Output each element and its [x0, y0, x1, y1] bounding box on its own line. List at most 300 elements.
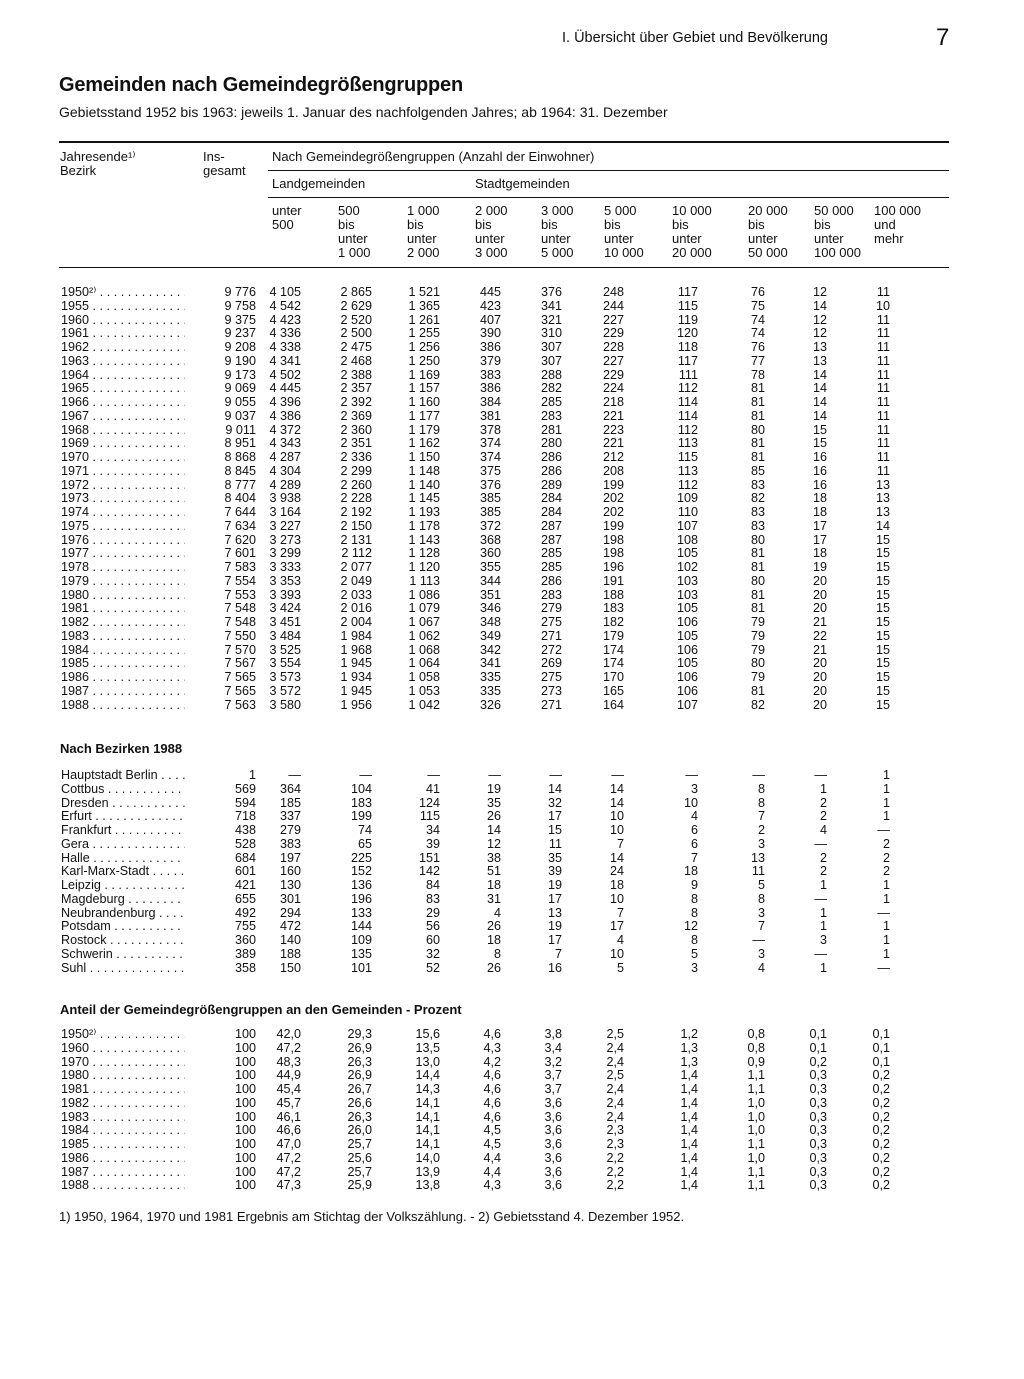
- year-row: [0, 534, 1000, 548]
- year-row: [0, 410, 1000, 424]
- row-label: 1974 . . .: [61, 506, 185, 520]
- cell: 0,1: [809, 1027, 827, 1041]
- cell: 12: [812, 326, 827, 341]
- cell: 381: [479, 408, 501, 423]
- cell: 3 451: [269, 615, 301, 629]
- cell: 11: [876, 340, 890, 354]
- cell: 151: [418, 850, 440, 865]
- cell: 11: [876, 395, 890, 409]
- row-label: 1987 . . .: [61, 1166, 185, 1180]
- cell: 78: [750, 367, 765, 382]
- row-label: 1969 . . .: [61, 437, 185, 451]
- cell: 229: [602, 326, 624, 341]
- cell: 335: [479, 670, 501, 684]
- cell: 114: [677, 395, 698, 409]
- bezirk-row: [0, 962, 1000, 976]
- cell: 10: [875, 298, 890, 313]
- bezirk-row: [0, 797, 1000, 811]
- cell: 1 157: [408, 381, 440, 396]
- cell: 2,4: [606, 1054, 624, 1069]
- cell: 7: [690, 850, 698, 865]
- cell: 174: [602, 642, 624, 657]
- cell: 106: [676, 615, 698, 629]
- cell: 20: [812, 697, 827, 712]
- row-label: Frankfurt . . .: [61, 824, 185, 838]
- cell: 4 289: [269, 477, 301, 492]
- cell: 11: [876, 285, 890, 299]
- cell: 0,2: [872, 1150, 890, 1165]
- cell: 307: [540, 353, 562, 368]
- cell: 25,6: [347, 1150, 372, 1165]
- cell: 15: [875, 656, 890, 671]
- cell: 115: [677, 298, 698, 313]
- cell: 48,3: [276, 1054, 301, 1069]
- cell: 35: [486, 795, 501, 810]
- cell: 11: [876, 422, 890, 437]
- cell: 112: [677, 422, 698, 437]
- cell: 105: [676, 628, 698, 643]
- row-label: 1968 . . .: [61, 424, 185, 438]
- row-label: 1986 . . .: [61, 671, 185, 685]
- cell: 1: [882, 933, 890, 947]
- cell: 44,9: [276, 1068, 301, 1083]
- cell: 1 064: [408, 656, 440, 671]
- cell: 140: [279, 933, 301, 947]
- cell: 1 178: [408, 518, 440, 533]
- cell: 29: [425, 905, 440, 920]
- cell: 321: [540, 312, 562, 327]
- cell: 4,6: [483, 1109, 501, 1124]
- cell: 3 572: [269, 683, 301, 698]
- cell: 14: [812, 381, 827, 396]
- cell: 38: [486, 850, 501, 865]
- cell: 81: [750, 601, 765, 616]
- cell: 74: [750, 312, 765, 327]
- cell: 16: [812, 463, 827, 478]
- cell: 19: [547, 878, 562, 892]
- cell: 337: [279, 809, 301, 824]
- cell: 100: [234, 1054, 256, 1069]
- cell: 80: [750, 656, 765, 671]
- cell: 100: [234, 1123, 256, 1138]
- cell: 11: [876, 408, 890, 423]
- cell: 4: [616, 933, 624, 947]
- row-label: 1978 . . .: [61, 561, 185, 575]
- cell: 19: [486, 781, 501, 796]
- cell: 4 338: [269, 340, 301, 354]
- cell: 112: [677, 477, 698, 492]
- cell: 3,8: [544, 1027, 562, 1041]
- cell: 19: [547, 919, 562, 934]
- cell: 202: [602, 505, 624, 519]
- percent-row: [0, 1111, 1000, 1125]
- cell: 1,1: [747, 1068, 765, 1083]
- cell: 348: [479, 615, 501, 629]
- cell: 13: [750, 850, 765, 865]
- cell: 2 520: [340, 312, 372, 327]
- cell: 4 304: [269, 463, 301, 478]
- cell: 1,4: [680, 1137, 698, 1151]
- cell: 7: [616, 905, 624, 920]
- cell: 100: [234, 1095, 256, 1110]
- cell: 7 565: [224, 670, 256, 684]
- cell: 18: [812, 505, 827, 519]
- row-label: 1979 . . .: [61, 575, 185, 589]
- cell: 279: [279, 823, 301, 837]
- cell: 196: [602, 560, 624, 574]
- cell: 109: [350, 933, 372, 947]
- cell: 1 042: [408, 697, 440, 712]
- cell: 113: [677, 436, 698, 451]
- cell: 100: [234, 1027, 256, 1041]
- total-header: Ins- gesamt: [203, 149, 246, 178]
- bezirk-row: [0, 865, 1000, 879]
- cell: 5: [757, 878, 765, 892]
- cell: 10: [609, 809, 624, 824]
- cell: 4 396: [269, 395, 301, 409]
- cell: 19: [812, 560, 827, 574]
- cell: 4 542: [269, 298, 301, 313]
- year-row: [0, 369, 1000, 383]
- cell: 8: [493, 946, 501, 961]
- cell: 4: [819, 823, 827, 837]
- cell: 228: [602, 340, 624, 354]
- cell: 4: [757, 960, 765, 975]
- cell: 100: [234, 1109, 256, 1124]
- year-row: [0, 327, 1000, 341]
- cell: 0,3: [809, 1082, 827, 1096]
- cell: 7 548: [224, 601, 256, 616]
- year-row: [0, 520, 1000, 534]
- cell: 379: [479, 353, 501, 368]
- row-label: 1977 . . .: [61, 547, 185, 561]
- cell: 13,0: [415, 1054, 440, 1069]
- cell: 3,6: [544, 1095, 562, 1110]
- cell: 492: [234, 905, 256, 920]
- year-row: [0, 424, 1000, 438]
- cell: 284: [540, 505, 562, 519]
- cell: 198: [602, 532, 624, 547]
- cell: 179: [602, 628, 624, 643]
- cell: 199: [350, 809, 372, 824]
- cell: 310: [540, 326, 562, 341]
- cell: 20: [812, 601, 827, 616]
- cell: 80: [750, 422, 765, 437]
- cell: 755: [234, 919, 256, 934]
- cell: 15: [875, 601, 890, 616]
- cell: 272: [540, 642, 562, 657]
- cell: —: [752, 768, 765, 782]
- cell: 29,3: [347, 1027, 372, 1041]
- cell: 8 777: [224, 477, 256, 492]
- cell: 0,1: [809, 1040, 827, 1055]
- cell: 288: [540, 367, 562, 382]
- cell: 1,3: [680, 1040, 698, 1055]
- cell: 2 228: [340, 491, 372, 506]
- page-title: Gemeinden nach Gemeindegrößengruppen: [59, 74, 463, 96]
- cell: 15: [875, 615, 890, 629]
- cell: 106: [676, 670, 698, 684]
- cell: 1,0: [747, 1150, 765, 1165]
- cell: 13: [875, 477, 890, 492]
- cell: 82: [750, 491, 765, 506]
- cell: 1 177: [408, 408, 440, 423]
- percent-row: [0, 1042, 1000, 1056]
- cell: 14: [875, 518, 890, 533]
- cell: 115: [419, 809, 440, 824]
- col-header-4: 2 000 bis unter 3 000: [475, 203, 508, 260]
- cell: 26,9: [347, 1068, 372, 1083]
- cell: 6: [690, 836, 698, 851]
- cell: 2: [819, 795, 827, 810]
- cell: 14,1: [415, 1109, 440, 1124]
- cell: 375: [479, 463, 501, 478]
- cell: 227: [602, 353, 624, 368]
- row-label: 1982 . . .: [61, 1097, 185, 1111]
- cell: 244: [602, 298, 624, 313]
- cell: 15: [875, 697, 890, 712]
- page-number: 7: [936, 24, 950, 51]
- cell: 1: [819, 919, 827, 934]
- percent-row: [0, 1166, 1000, 1180]
- stub-header: Jahresende¹⁾ Bezirk: [60, 149, 136, 178]
- col-header-5: 3 000 bis unter 5 000: [541, 203, 574, 260]
- cell: 1 113: [409, 573, 440, 588]
- cell: 84: [425, 878, 440, 892]
- cell: 301: [279, 891, 301, 906]
- cell: 2,2: [606, 1164, 624, 1179]
- cell: 8: [757, 795, 765, 810]
- cell: 13: [812, 353, 827, 368]
- cell: 76: [750, 285, 765, 299]
- cell: 14: [609, 795, 624, 810]
- cell: 41: [425, 781, 440, 796]
- cell: 8: [757, 781, 765, 796]
- cell: 383: [479, 367, 501, 382]
- cell: —: [611, 768, 624, 782]
- cell: 80: [750, 573, 765, 588]
- cell: 25,7: [347, 1164, 372, 1179]
- cell: 1 068: [408, 642, 440, 657]
- cell: 3: [757, 905, 765, 920]
- cell: 1,4: [680, 1150, 698, 1165]
- cell: 117: [677, 353, 698, 368]
- cell: 14: [812, 395, 827, 409]
- row-label: 1963 . . .: [61, 355, 185, 369]
- year-row: [0, 465, 1000, 479]
- cell: 152: [350, 864, 372, 879]
- cell: 106: [676, 642, 698, 657]
- row-label: Dresden . . .: [61, 797, 185, 811]
- cell: 2: [757, 823, 765, 837]
- cell: 1: [882, 781, 890, 796]
- cell: 0,2: [809, 1054, 827, 1069]
- row-label: 1966 . . .: [61, 396, 185, 410]
- cell: —: [685, 768, 698, 782]
- cell: 110: [677, 505, 698, 519]
- row-label: 1955 . . .: [61, 300, 185, 314]
- cell: 0,3: [809, 1068, 827, 1083]
- cell: 2: [819, 809, 827, 824]
- cell: 1 179: [408, 422, 440, 437]
- subgroup-rule: [268, 197, 949, 198]
- cell: 9 037: [224, 408, 256, 423]
- cell: 1: [248, 768, 256, 782]
- cell: 52: [425, 960, 440, 975]
- page-subtitle: Gebietsstand 1952 bis 1963: jeweils 1. Januar des nachfolgenden Jahres; ab 1964: 31. Dezember: [59, 104, 668, 120]
- row-label: Gera . . .: [61, 838, 185, 852]
- cell: 3 573: [269, 670, 301, 684]
- cell: 341: [540, 298, 562, 313]
- row-label: 1972 . . .: [61, 479, 185, 493]
- cell: 3: [757, 946, 765, 961]
- row-label: 1981 . . .: [61, 602, 185, 616]
- cell: 9 011: [225, 422, 256, 437]
- row-label: 1987 . . .: [61, 685, 185, 699]
- cell: 81: [750, 381, 765, 396]
- cell: 1: [819, 960, 827, 975]
- year-row: [0, 616, 1000, 630]
- cell: 360: [479, 546, 501, 561]
- cell: 248: [602, 285, 624, 299]
- row-label: 1973 . . .: [61, 492, 185, 506]
- cell: 0,2: [872, 1095, 890, 1110]
- land-header: Landgemeinden: [272, 176, 366, 191]
- year-row: [0, 547, 1000, 561]
- cell: 4 372: [269, 422, 301, 437]
- group-rule: [268, 170, 949, 171]
- cell: 383: [279, 836, 301, 851]
- row-label: 1988 . . .: [61, 699, 185, 713]
- cell: 421: [234, 878, 256, 892]
- year-row: [0, 630, 1000, 644]
- cell: 100: [234, 1150, 256, 1165]
- cell: 344: [479, 573, 501, 588]
- cell: 7: [757, 809, 765, 824]
- cell: —: [814, 836, 827, 851]
- cell: 358: [234, 960, 256, 975]
- cell: 10: [609, 891, 624, 906]
- cell: 1 521: [408, 285, 440, 299]
- cell: 718: [234, 809, 256, 824]
- cell: 0,3: [809, 1095, 827, 1110]
- col-header-9: 50 000 bis unter 100 000: [814, 203, 861, 260]
- group-header: Nach Gemeindegrößengruppen (Anzahl der Einwohner): [272, 149, 595, 164]
- cell: 13,9: [415, 1164, 440, 1179]
- cell: 360: [234, 933, 256, 947]
- cell: 17: [547, 809, 562, 824]
- col-header-10: 100 000 und mehr: [874, 203, 921, 246]
- cell: 1: [882, 768, 890, 782]
- col-header-1: unter 500: [272, 203, 302, 232]
- cell: 12: [486, 836, 501, 851]
- cell: 8: [690, 933, 698, 947]
- cell: 4,6: [483, 1082, 501, 1096]
- cell: 0,2: [872, 1123, 890, 1138]
- row-label: 1971 . . .: [61, 465, 185, 479]
- bezirke-table: [0, 769, 1000, 975]
- cell: —: [814, 946, 827, 961]
- col-header-8: 20 000 bis unter 50 000: [748, 203, 788, 260]
- row-label: Hauptstadt Berlin . . .: [61, 769, 185, 783]
- cell: 11: [876, 436, 890, 451]
- cell: 1,0: [747, 1109, 765, 1124]
- cell: 15: [547, 823, 562, 837]
- cell: 20: [812, 573, 827, 588]
- cell: 224: [602, 381, 624, 396]
- cell: 3 333: [269, 560, 301, 574]
- cell: 0,1: [872, 1027, 890, 1041]
- bezirk-row: [0, 893, 1000, 907]
- cell: 85: [750, 463, 765, 478]
- cell: 114: [677, 408, 698, 423]
- cell: 4,6: [483, 1095, 501, 1110]
- row-label: 1983 . . .: [61, 630, 185, 644]
- cell: 120: [676, 326, 698, 341]
- row-label: 1960 . . .: [61, 1042, 185, 1056]
- cell: 35: [547, 850, 562, 865]
- cell: 0,3: [809, 1164, 827, 1179]
- cell: 1 945: [340, 656, 372, 671]
- cell: —: [752, 933, 765, 947]
- year-row: [0, 341, 1000, 355]
- cell: 9 173: [224, 367, 256, 382]
- cell: 285: [540, 395, 562, 409]
- cell: 2 865: [340, 285, 372, 299]
- cell: 372: [479, 518, 501, 533]
- row-label: 1985 . . .: [61, 657, 185, 671]
- cell: 1 250: [408, 353, 440, 368]
- cell: 9: [690, 878, 698, 892]
- cell: 100: [234, 1068, 256, 1083]
- cell: 26: [486, 960, 501, 975]
- row-label: Rostock . . .: [61, 934, 185, 948]
- cell: 18: [486, 933, 501, 947]
- cell: 9 055: [224, 395, 256, 409]
- cell: 3,6: [544, 1178, 562, 1193]
- cell: 17: [547, 933, 562, 947]
- cell: 1 968: [340, 642, 372, 657]
- cell: 286: [540, 463, 562, 478]
- cell: —: [288, 768, 301, 782]
- col-header-3: 1 000 bis unter 2 000: [407, 203, 440, 260]
- cell: 8: [690, 891, 698, 906]
- cell: 4 341: [269, 353, 301, 368]
- cell: 1 261: [408, 312, 440, 327]
- cell: 285: [540, 560, 562, 574]
- cell: 225: [350, 850, 372, 865]
- cell: 0,2: [872, 1164, 890, 1179]
- cell: 45,7: [276, 1095, 301, 1110]
- cell: 7 553: [224, 587, 256, 602]
- cell: 11: [876, 326, 890, 341]
- cell: 8: [757, 891, 765, 906]
- cell: 7: [757, 919, 765, 934]
- year-row: [0, 314, 1000, 328]
- row-label: 1970 . . .: [61, 1056, 185, 1070]
- cell: 115: [677, 450, 698, 464]
- cell: 100: [234, 1137, 256, 1151]
- cell: 10: [683, 795, 698, 810]
- cell: 109: [676, 491, 698, 506]
- percent-row: [0, 1124, 1000, 1138]
- cell: 346: [479, 601, 501, 616]
- cell: 12: [683, 919, 698, 934]
- cell: 20: [812, 587, 827, 602]
- cell: 3 353: [269, 573, 301, 588]
- cell: 326: [479, 697, 501, 712]
- cell: 56: [425, 919, 440, 934]
